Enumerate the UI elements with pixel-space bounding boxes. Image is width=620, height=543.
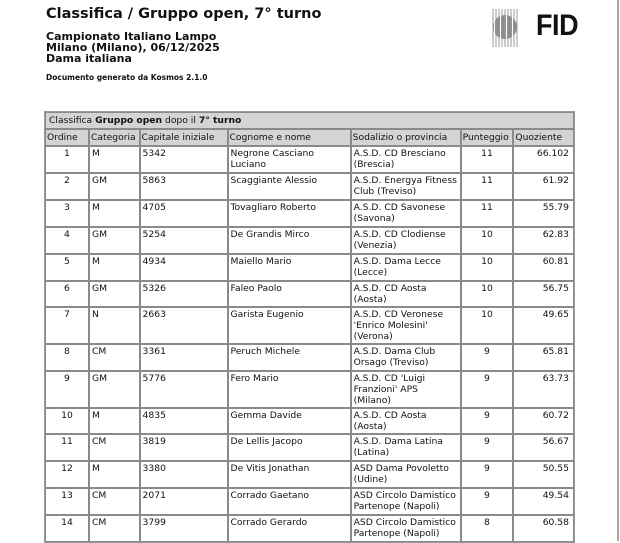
- cell-punteggio: 9: [461, 371, 514, 408]
- cell-nome: Faleo Paolo: [228, 281, 351, 307]
- cell-ordine: 4: [45, 227, 89, 254]
- cell-nome: Corrado Gerardo: [228, 515, 351, 542]
- cell-nome: De Lellis Jacopo: [228, 434, 351, 461]
- cell-categoria: CM: [89, 515, 140, 542]
- cell-ordine: 12: [45, 461, 89, 488]
- cell-sodalizio: A.S.D. CD Aosta (Aosta): [351, 408, 461, 434]
- cell-sodalizio: A.S.D. CD Bresciano (Brescia): [351, 146, 461, 173]
- cell-sodalizio: A.S.D. Energya Fitness Club (Treviso): [351, 173, 461, 200]
- fid-logo-text: FID: [536, 9, 579, 42]
- cell-nome: Maiello Mario: [228, 254, 351, 281]
- cell-ordine: 7: [45, 307, 89, 344]
- table-row: [45, 307, 574, 344]
- cell-capitale: 5254: [140, 227, 228, 254]
- cell-punteggio: 9: [461, 408, 514, 434]
- cell-categoria: CM: [89, 434, 140, 461]
- cell-nome: Fero Mario: [228, 371, 351, 408]
- cell-capitale: 5776: [140, 371, 228, 408]
- event-name: Campionato Italiano Lampo: [46, 30, 217, 43]
- table-row: [45, 200, 574, 227]
- cell-sodalizio: ASD Circolo Damistico Partenope (Napoli): [351, 488, 461, 515]
- table-row: [45, 461, 574, 488]
- col-header-categoria: Categoria: [89, 129, 140, 146]
- cell-ordine: 2: [45, 173, 89, 200]
- col-header-nome: Cognome e nome: [228, 129, 351, 146]
- cell-capitale: 5342: [140, 146, 228, 173]
- event-place-date: Milano (Milano), 06/12/2025: [46, 41, 220, 54]
- cell-ordine: 6: [45, 281, 89, 307]
- table-row: [45, 146, 574, 173]
- fid-logo-icon: [491, 5, 537, 51]
- cell-quoziente: 56.75: [513, 281, 574, 307]
- page-edge: [617, 0, 619, 541]
- cell-punteggio: 11: [461, 173, 514, 200]
- cell-ordine: 5: [45, 254, 89, 281]
- cell-sodalizio: A.S.D. CD 'Luigi Franzioni' APS (Milano): [351, 371, 461, 408]
- cell-capitale: 3819: [140, 434, 228, 461]
- caption-group: Gruppo open: [95, 115, 163, 126]
- table-row: [45, 434, 574, 461]
- cell-punteggio: 11: [461, 200, 514, 227]
- table-row: [45, 281, 574, 307]
- cell-punteggio: 10: [461, 281, 514, 307]
- cell-sodalizio: ASD Dama Povoletto (Udine): [351, 461, 461, 488]
- cell-categoria: M: [89, 461, 140, 488]
- cell-capitale: 3380: [140, 461, 228, 488]
- col-header-quoziente: Quoziente: [513, 129, 574, 146]
- table-row: [45, 254, 574, 281]
- cell-nome: Tovagliaro Roberto: [228, 200, 351, 227]
- cell-nome: Peruch Michele: [228, 344, 351, 371]
- cell-nome: Negrone Casciano Luciano: [228, 146, 351, 173]
- cell-punteggio: 10: [461, 254, 514, 281]
- caption-mid: dopo il: [162, 115, 199, 126]
- cell-categoria: GM: [89, 173, 140, 200]
- cell-punteggio: 8: [461, 515, 514, 542]
- cell-quoziente: 66.102: [513, 146, 574, 173]
- page-title: Classifica / Gruppo open, 7° turno: [46, 6, 322, 22]
- cell-quoziente: 60.58: [513, 515, 574, 542]
- cell-quoziente: 61.92: [513, 173, 574, 200]
- cell-sodalizio: A.S.D. CD Savonese (Savona): [351, 200, 461, 227]
- table-row: [45, 227, 574, 254]
- cell-quoziente: 49.54: [513, 488, 574, 515]
- cell-categoria: GM: [89, 371, 140, 408]
- cell-quoziente: 50.55: [513, 461, 574, 488]
- cell-punteggio: 9: [461, 461, 514, 488]
- cell-capitale: 2663: [140, 307, 228, 344]
- cell-sodalizio: A.S.D. CD Clodiense (Venezia): [351, 227, 461, 254]
- cell-punteggio: 10: [461, 307, 514, 344]
- caption-round: 7° turno: [198, 115, 242, 126]
- table-header: [45, 129, 574, 146]
- cell-quoziente: 60.72: [513, 408, 574, 434]
- cell-nome: Garista Eugenio: [228, 307, 351, 344]
- cell-capitale: 4934: [140, 254, 228, 281]
- table-row: [45, 488, 574, 515]
- cell-punteggio: 9: [461, 434, 514, 461]
- cell-capitale: 5326: [140, 281, 228, 307]
- cell-punteggio: 9: [461, 344, 514, 371]
- cell-categoria: GM: [89, 227, 140, 254]
- cell-nome: De Vitis Jonathan: [228, 461, 351, 488]
- col-header-punteggio: Punteggio: [461, 129, 514, 146]
- cell-ordine: 8: [45, 344, 89, 371]
- cell-nome: Gemma Davide: [228, 408, 351, 434]
- standings-table: [44, 111, 575, 543]
- cell-ordine: 3: [45, 200, 89, 227]
- cell-sodalizio: A.S.D. Dama Latina (Latina): [351, 434, 461, 461]
- cell-categoria: M: [89, 146, 140, 173]
- cell-categoria: M: [89, 408, 140, 434]
- cell-categoria: M: [89, 254, 140, 281]
- cell-punteggio: 9: [461, 488, 514, 515]
- table-row: [45, 173, 574, 200]
- cell-sodalizio: ASD Circolo Damistico Partenope (Napoli): [351, 515, 461, 542]
- cell-categoria: GM: [89, 281, 140, 307]
- cell-sodalizio: A.S.D. Dama Lecce (Lecce): [351, 254, 461, 281]
- generated-by: Documento generato da Kosmos 2.1.0: [46, 73, 208, 82]
- table-caption: [45, 112, 574, 129]
- cell-ordine: 1: [45, 146, 89, 173]
- cell-capitale: 3799: [140, 515, 228, 542]
- cell-categoria: N: [89, 307, 140, 344]
- event-game: Dama italiana: [46, 52, 132, 65]
- cell-capitale: 4705: [140, 200, 228, 227]
- cell-categoria: M: [89, 200, 140, 227]
- cell-quoziente: 65.81: [513, 344, 574, 371]
- cell-ordine: 10: [45, 408, 89, 434]
- cell-punteggio: 11: [461, 146, 514, 173]
- cell-quoziente: 62.83: [513, 227, 574, 254]
- cell-sodalizio: A.S.D. CD Aosta (Aosta): [351, 281, 461, 307]
- table-row: [45, 344, 574, 371]
- cell-capitale: 2071: [140, 488, 228, 515]
- cell-quoziente: 63.73: [513, 371, 574, 408]
- cell-capitale: 4835: [140, 408, 228, 434]
- cell-quoziente: 49.65: [513, 307, 574, 344]
- col-header-capitale: Capitale iniziale: [140, 129, 228, 146]
- cell-sodalizio: A.S.D. Dama Club Orsago (Treviso): [351, 344, 461, 371]
- cell-ordine: 9: [45, 371, 89, 408]
- cell-ordine: 14: [45, 515, 89, 542]
- event-info: [46, 31, 220, 64]
- cell-capitale: 5863: [140, 173, 228, 200]
- cell-nome: De Grandis Mirco: [228, 227, 351, 254]
- cell-punteggio: 10: [461, 227, 514, 254]
- cell-ordine: 11: [45, 434, 89, 461]
- cell-categoria: CM: [89, 344, 140, 371]
- col-header-ordine: Ordine: [45, 129, 89, 146]
- cell-quoziente: 55.79: [513, 200, 574, 227]
- caption-pre: Classifica: [49, 115, 96, 126]
- table-row: [45, 371, 574, 408]
- cell-sodalizio: A.S.D. CD Veronese 'Enrico Molesini' (Verona): [351, 307, 461, 344]
- cell-nome: Corrado Gaetano: [228, 488, 351, 515]
- cell-ordine: 13: [45, 488, 89, 515]
- cell-quoziente: 60.81: [513, 254, 574, 281]
- table-row: [45, 408, 574, 434]
- col-header-sodalizio: Sodalizio o provincia: [351, 129, 461, 146]
- cell-nome: Scaggiante Alessio: [228, 173, 351, 200]
- cell-quoziente: 56.67: [513, 434, 574, 461]
- table-row: [45, 515, 574, 542]
- cell-categoria: CM: [89, 488, 140, 515]
- cell-capitale: 3361: [140, 344, 228, 371]
